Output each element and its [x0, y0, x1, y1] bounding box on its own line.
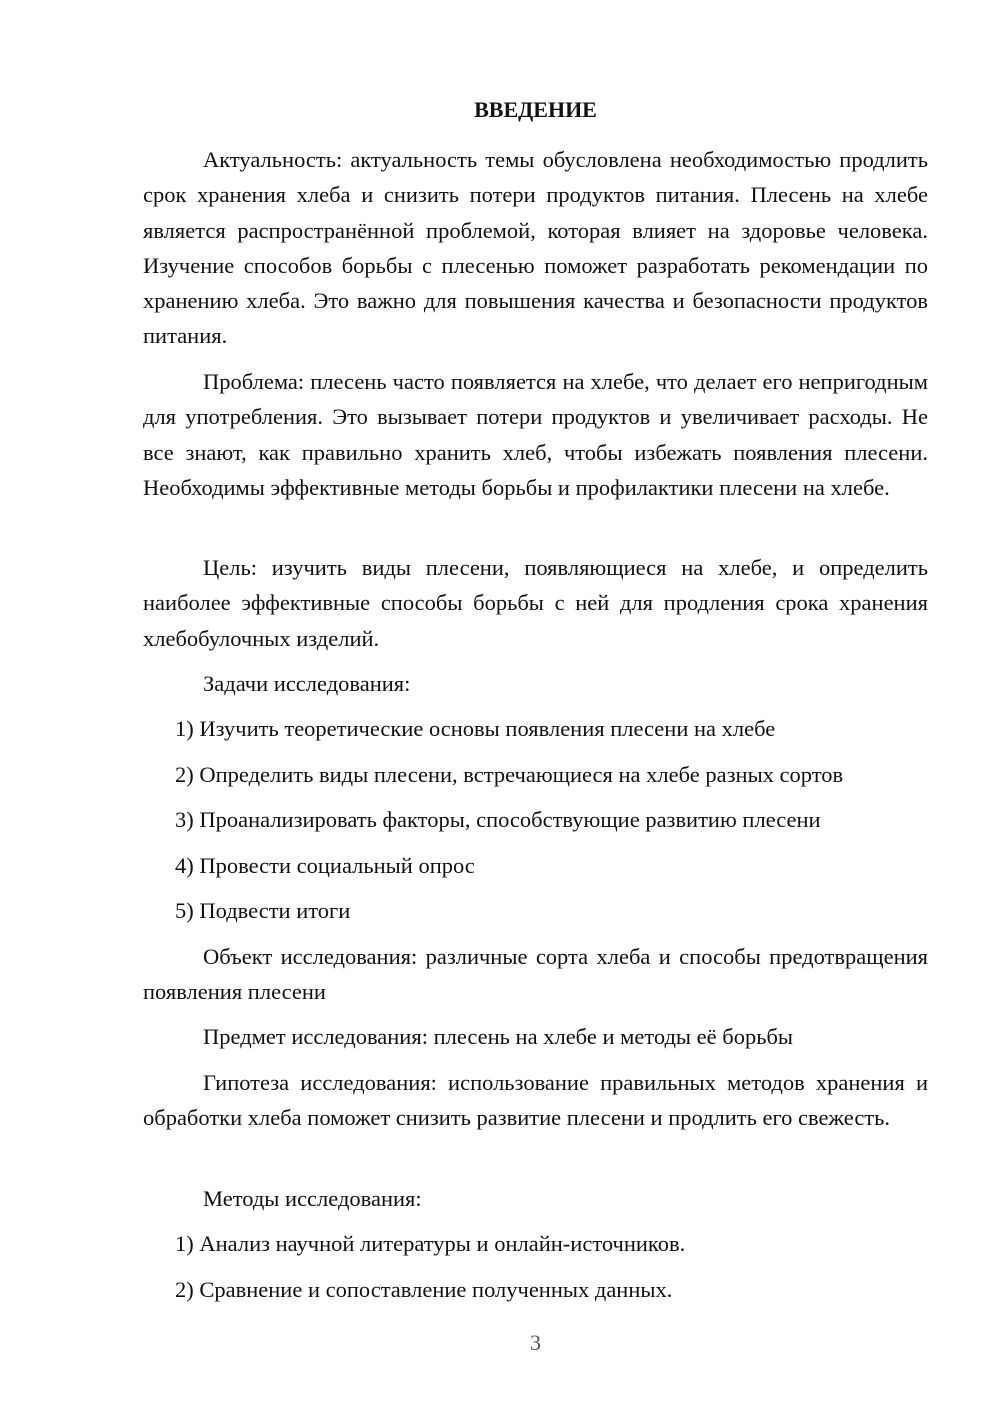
task-item-3: 3) Проанализировать факторы, способствующие развитию плесени [175, 807, 821, 832]
task-item-4: 4) Провести социальный опрос [175, 853, 475, 878]
object-paragraph: Объект исследования: различные сорта хлеба и способы предотвращения появления плесени [143, 944, 928, 1005]
page-title: ВВЕДЕНИЕ [474, 97, 597, 122]
page-number: 3 [530, 1330, 541, 1355]
relevance-paragraph: Актуальность: актуальность темы обусловлена необходимостью продлить срок хранения хлеба и снизить потери продуктов питания. Плесень на хлебе является распространённой проблемой, которая влияет на здоровье человека. Изучение способов борьбы с плесенью поможет разработать рекомендации по хранению хлеба. Это важно для повышения качества и безопасности продуктов питания. [143, 147, 928, 349]
task-item-2: 2) Определить виды плесени, встречающиеся на хлебе разных сортов [175, 762, 844, 787]
goal-paragraph: Цель: изучить виды плесени, появляющиеся на хлебе, и определить наиболее эффективные способы борьбы с ней для продления срока хранения хлебобулочных изделий. [143, 555, 928, 651]
hypothesis-paragraph: Гипотеза исследования: использование правильных методов хранения и обработки хлеба поможет снизить развитие плесени и продлить его свежесть. [143, 1070, 928, 1131]
task-item-5: 5) Подвести итоги [175, 898, 351, 923]
method-item-2: 2) Сравнение и сопоставление полученных данных. [175, 1277, 673, 1302]
subject-paragraph: Предмет исследования: плесень на хлебе и методы её борьбы [203, 1024, 794, 1049]
method-item-1: 1) Анализ научной литературы и онлайн-источников. [175, 1231, 686, 1256]
task-item-1: 1) Изучить теоретические основы появления плесени на хлебе [175, 716, 776, 741]
methods-heading: Методы исследования: [203, 1186, 422, 1211]
tasks-heading: Задачи исследования: [203, 671, 411, 696]
problem-paragraph: Проблема: плесень часто появляется на хлебе, что делает его непригодным для употребления. Это вызывает потери продуктов и увеличивает расходы. Не все знают, как правильно хранить хлеб, чтобы избежать появления плесени. Необходимы эффективные методы борьбы и профилактики плесени на хлебе. [143, 369, 928, 500]
